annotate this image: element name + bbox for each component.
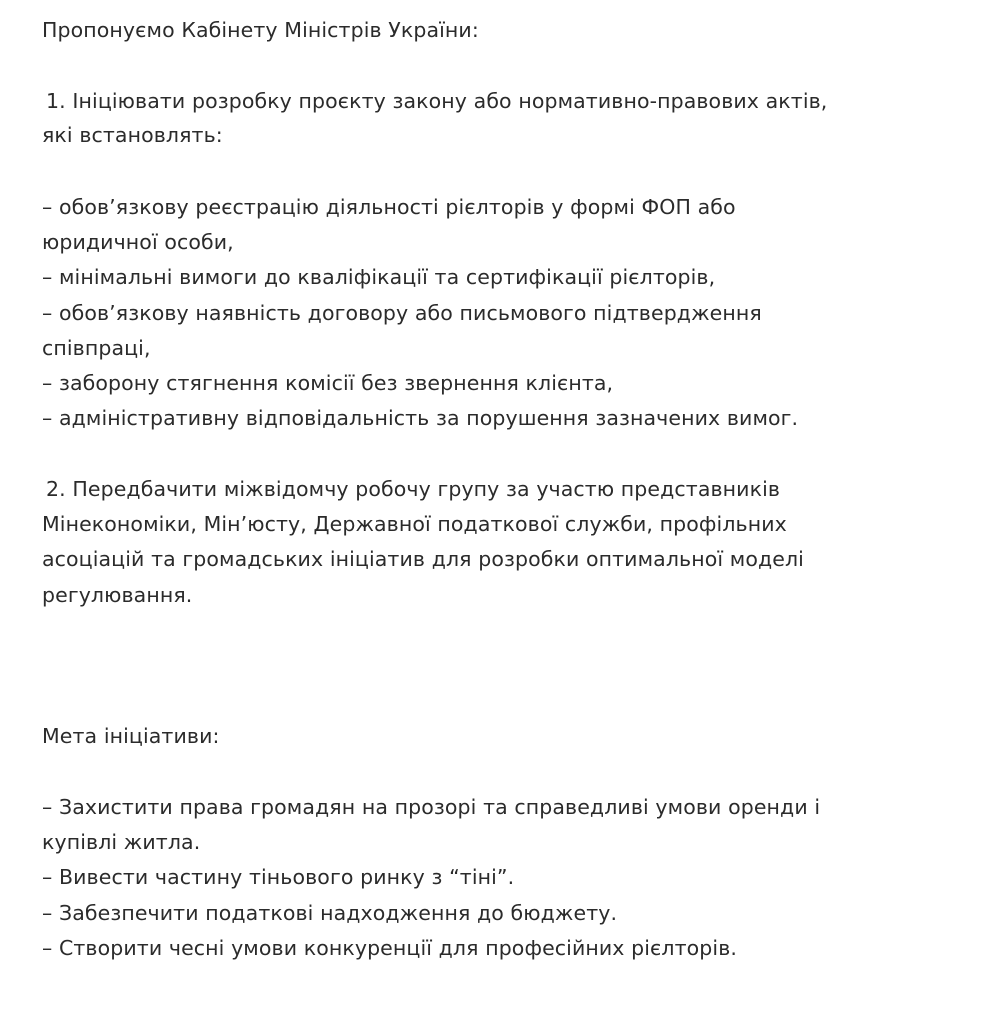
requirement-line: – адміністративну відповідальність за порушення зазначених вимог. <box>42 406 799 430</box>
goal-line: – Забезпечити податкові надходження до бюджету. <box>42 901 618 925</box>
requirement-line: – обов’язкову наявність договору або письмового підтвердження <box>42 301 762 325</box>
requirement-line: – мінімальні вимоги до кваліфікації та сертифікації рієлторів, <box>42 265 716 289</box>
requirement-line: співпраці, <box>42 336 151 360</box>
proposal-item-2-line: 2. Передбачити міжвідомчу робочу групу за участю представників <box>46 477 781 501</box>
requirement-line: юридичної особи, <box>42 230 234 254</box>
goal-heading: Мета ініціативи: <box>42 724 220 748</box>
proposal-item-1-line: які встановлять: <box>42 123 223 147</box>
proposal-item-1-line: 1. Ініціювати розробку проєкту закону або нормативно-правових актів, <box>46 89 828 113</box>
requirement-line: – заборону стягнення комісії без звернення клієнта, <box>42 371 614 395</box>
proposal-item-2-line: регулювання. <box>42 583 193 607</box>
goal-line: – Вивести частину тіньового ринку з “тіні”. <box>42 865 515 889</box>
proposal-item-2-line: асоціацій та громадських ініціатив для розробки оптимальної моделі <box>42 547 804 571</box>
goal-line: – Створити чесні умови конкуренції для професійних рієлторів. <box>42 936 738 960</box>
intro-text: Пропонуємо Кабінету Міністрів України: <box>42 18 479 42</box>
goal-line: – Захистити права громадян на прозорі та справедливі умови оренди і <box>42 795 821 819</box>
goal-line: купівлі житла. <box>42 830 201 854</box>
proposal-item-2-line: Мінекономіки, Мін’юсту, Державної податкової служби, профільних <box>42 512 787 536</box>
requirement-line: – обов’язкову реєстрацію діяльності рієлторів у формі ФОП або <box>42 195 736 219</box>
